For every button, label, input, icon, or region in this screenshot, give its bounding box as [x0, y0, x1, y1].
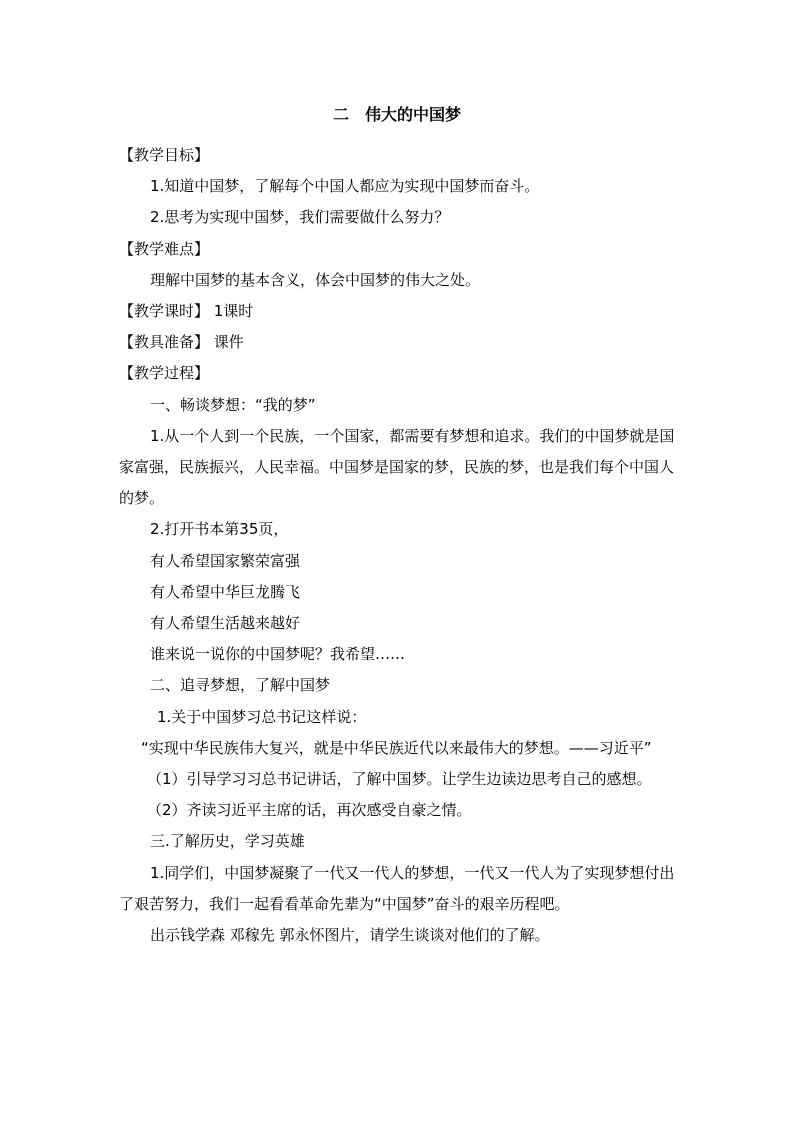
wish-line: 有人希望中华巨龙腾飞 — [150, 582, 301, 601]
quote-paragraph: “实现中华民族伟大复兴，就是中华民族近代以来最伟大的梦想。——习近平” — [141, 738, 652, 757]
wish-line: 有人希望国家繁荣富强 — [150, 551, 301, 570]
process-paragraph: 出示钱学森 邓稼先 郭永怀图片，请学生谈谈对他们的了解。 — [150, 926, 550, 945]
document-body — [119, 140, 679, 951]
section-heading-objectives: 【教学目标】 — [119, 146, 210, 164]
section-heading-hours: 【教学课时】 1课时 — [119, 302, 254, 321]
page-title: 二 伟大的中国梦 — [332, 105, 461, 124]
difficulty-text: 理解中国梦的基本含义，体会中国梦的伟大之处。 — [150, 270, 481, 289]
objective-item-1: 1.知道中国梦，了解每个中国人都应为实现中国梦而奋斗。 — [150, 177, 540, 196]
process-paragraph: （2）齐读习近平主席的话，再次感受自豪之情。 — [147, 801, 472, 820]
process-paragraph: （1）引导学习习总书记讲话，了解中国梦。让学生边读边思考自己的感想。 — [147, 770, 652, 789]
section-heading-process: 【教学过程】 — [119, 364, 210, 383]
process-paragraph: 1.从一个人到一个民族，一个国家，都需要有梦想和追求。我们的中国梦就是国家富强，民族振兴，人民幸福。中国梦是国家的梦，民族的梦，也是我们每个中国人的梦。 — [119, 426, 675, 508]
section-heading-difficulty: 【教学难点】 — [119, 239, 210, 258]
process-part-2-heading: 二、追寻梦想，了解中国梦 — [150, 676, 331, 695]
process-paragraph: 2.打开书本第35页， — [150, 520, 289, 539]
process-part-1-heading: 一、畅谈梦想：“我的梦” — [150, 395, 316, 414]
objective-item-2: 2.思考为实现中国梦，我们需要做什么努力？ — [150, 208, 450, 227]
process-part-3-heading: 三.了解历史，学习英雄 — [150, 832, 305, 851]
process-paragraph: 1.同学们，中国梦凝聚了一代又一代人的梦想，一代又一代人为了实现梦想付出了艰苦努力，我们一起看看革命先辈为“中国梦”奋斗的艰辛历程吧。 — [119, 863, 675, 913]
wish-line: 有人希望生活越来越好 — [150, 614, 301, 633]
wish-prompt: 谁来说一说你的中国梦呢？我希望…… — [150, 645, 406, 664]
section-heading-materials: 【教具准备】 课件 — [119, 333, 244, 352]
process-paragraph: 1.关于中国梦习总书记这样说： — [157, 707, 367, 726]
